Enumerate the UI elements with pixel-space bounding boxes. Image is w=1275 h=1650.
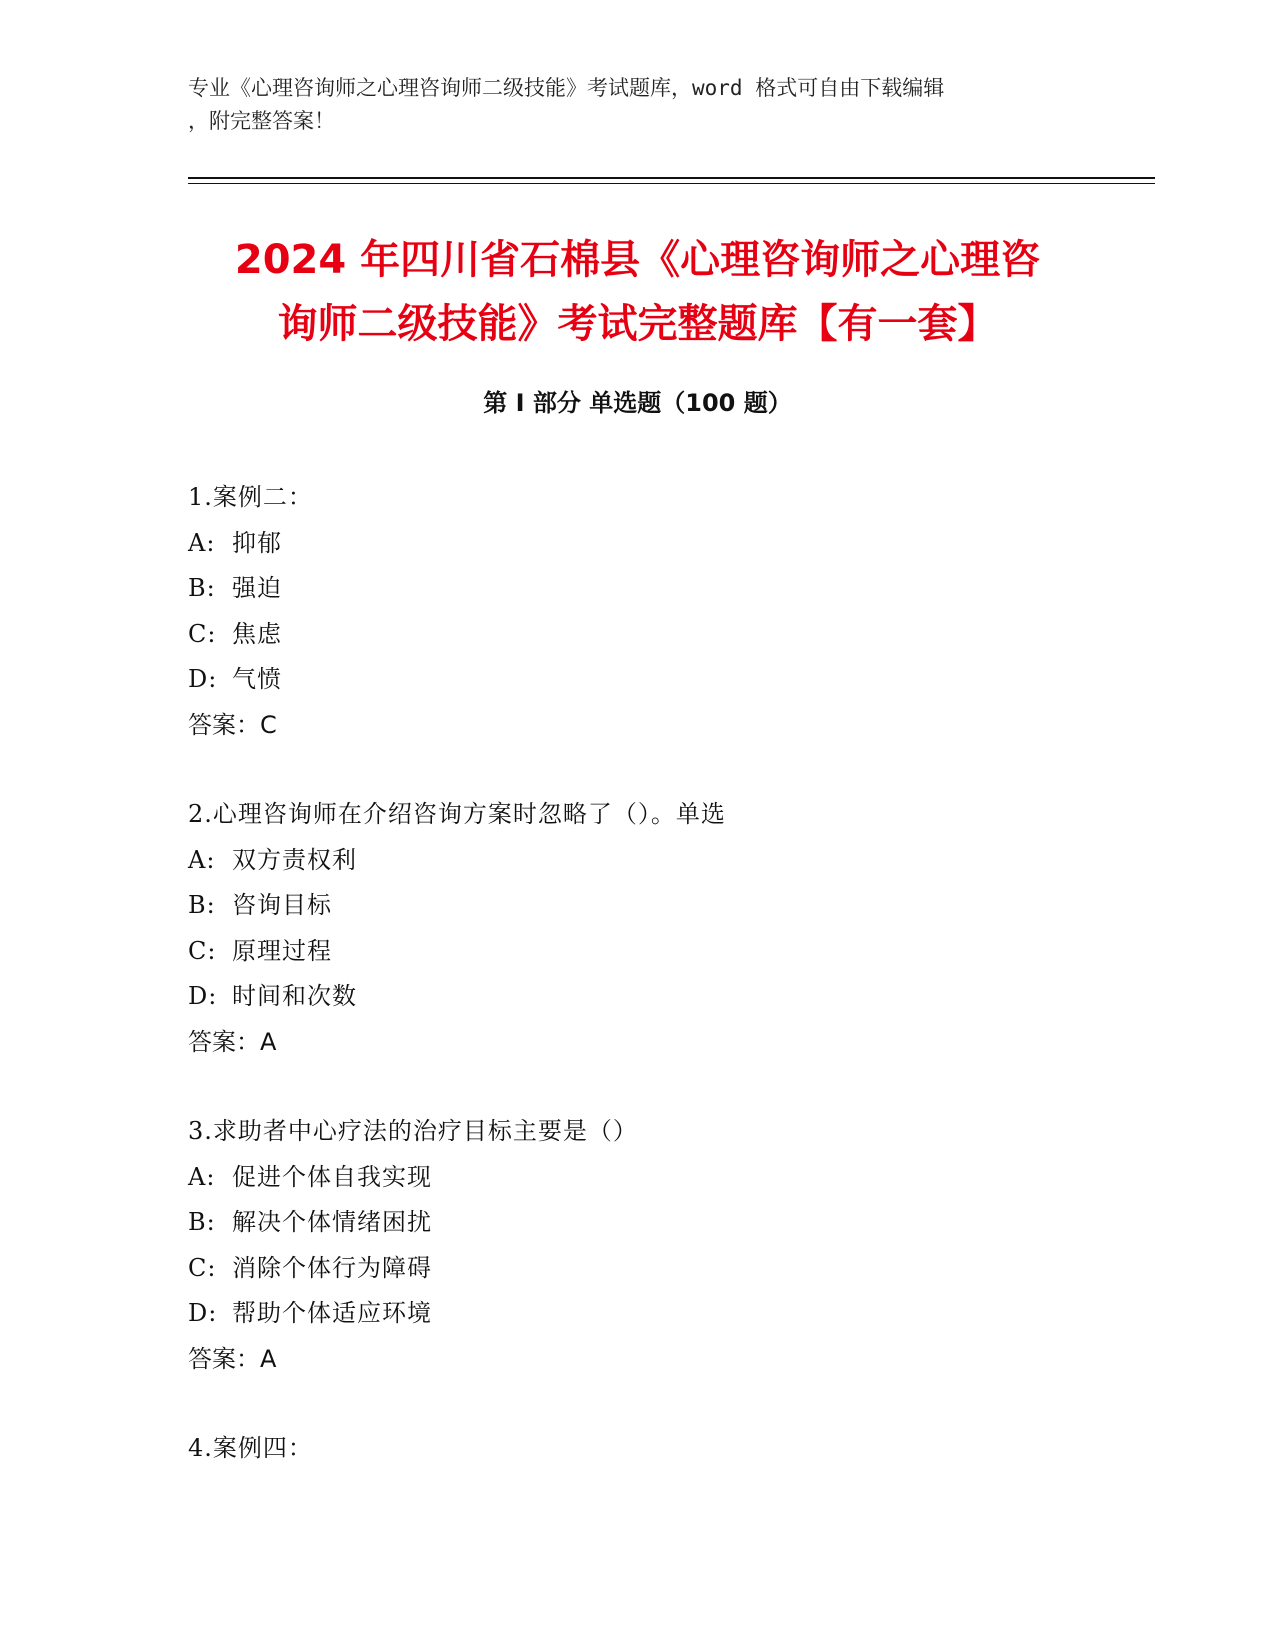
question-4 [188,1426,1148,1472]
option-letter: C: [188,1253,217,1282]
question-3 [188,1109,1148,1382]
header-note-line-2: ，附完整答案！ [188,109,335,133]
option-c [188,612,1148,658]
option-b [188,566,1148,612]
header-divider-thick [188,177,1155,179]
option-letter: B: [188,1208,216,1236]
option-d [188,657,1148,703]
document-title [140,228,1135,356]
option-text: 帮助个体适应环境 [232,1299,432,1327]
option-letter: A: [188,1162,216,1191]
option-text: 解决个体情绪困扰 [232,1208,432,1236]
option-text: 促进个体自我实现 [232,1162,432,1191]
option-text: 焦虑 [232,619,282,648]
question-2 [188,792,1148,1065]
question-list [188,475,1148,1516]
header-divider-thin [188,183,1155,184]
option-c [188,1246,1148,1292]
option-letter: C: [188,619,217,648]
answer-line: 答案：A [188,1027,277,1056]
option-d [188,1291,1148,1337]
option-text: 抑郁 [232,528,282,557]
option-letter: C: [188,936,217,965]
question-1 [188,475,1148,748]
option-d [188,974,1148,1020]
option-letter: A: [188,528,216,557]
option-text: 时间和次数 [232,982,357,1010]
option-b [188,1200,1148,1246]
option-text: 咨询目标 [232,891,332,919]
option-text: 原理过程 [232,936,332,965]
option-text: 消除个体行为障碍 [232,1253,432,1282]
option-text: 双方责权利 [232,845,357,874]
option-letter: D: [188,982,218,1010]
option-letter: A: [188,845,216,874]
option-a [188,838,1148,884]
section-heading: 第 I 部分 单选题（100 题） [483,389,792,417]
option-a [188,1155,1148,1201]
question-stem: 2.心理咨询师在介绍咨询方案时忽略了（）。单选 [188,800,726,828]
option-c [188,929,1148,975]
option-text: 气愤 [232,665,282,693]
option-letter: B: [188,574,216,602]
question-stem: 1.案例二： [188,483,313,511]
question-stem: 3.求助者中心疗法的治疗目标主要是（） [188,1117,638,1145]
option-b [188,883,1148,929]
option-letter: B: [188,891,216,919]
option-letter: D: [188,665,218,693]
question-stem: 4.案例四： [188,1434,313,1462]
option-text: 强迫 [232,574,282,602]
option-letter: D: [188,1299,218,1327]
header-note-line-1: 专业《心理咨询师之心理咨询师二级技能》考试题库，word 格式可自由下载编辑 [188,76,945,100]
header-note [188,72,1088,138]
option-a [188,521,1148,567]
answer-line: 答案：A [188,1344,277,1373]
document-title-line-2: 询师二级技能》考试完整题库【有一套】 [277,301,998,347]
answer-line: 答案：C [188,710,277,739]
document-title-line-1: 2024 年四川省石棉县《心理咨询师之心理咨 [234,237,1041,283]
